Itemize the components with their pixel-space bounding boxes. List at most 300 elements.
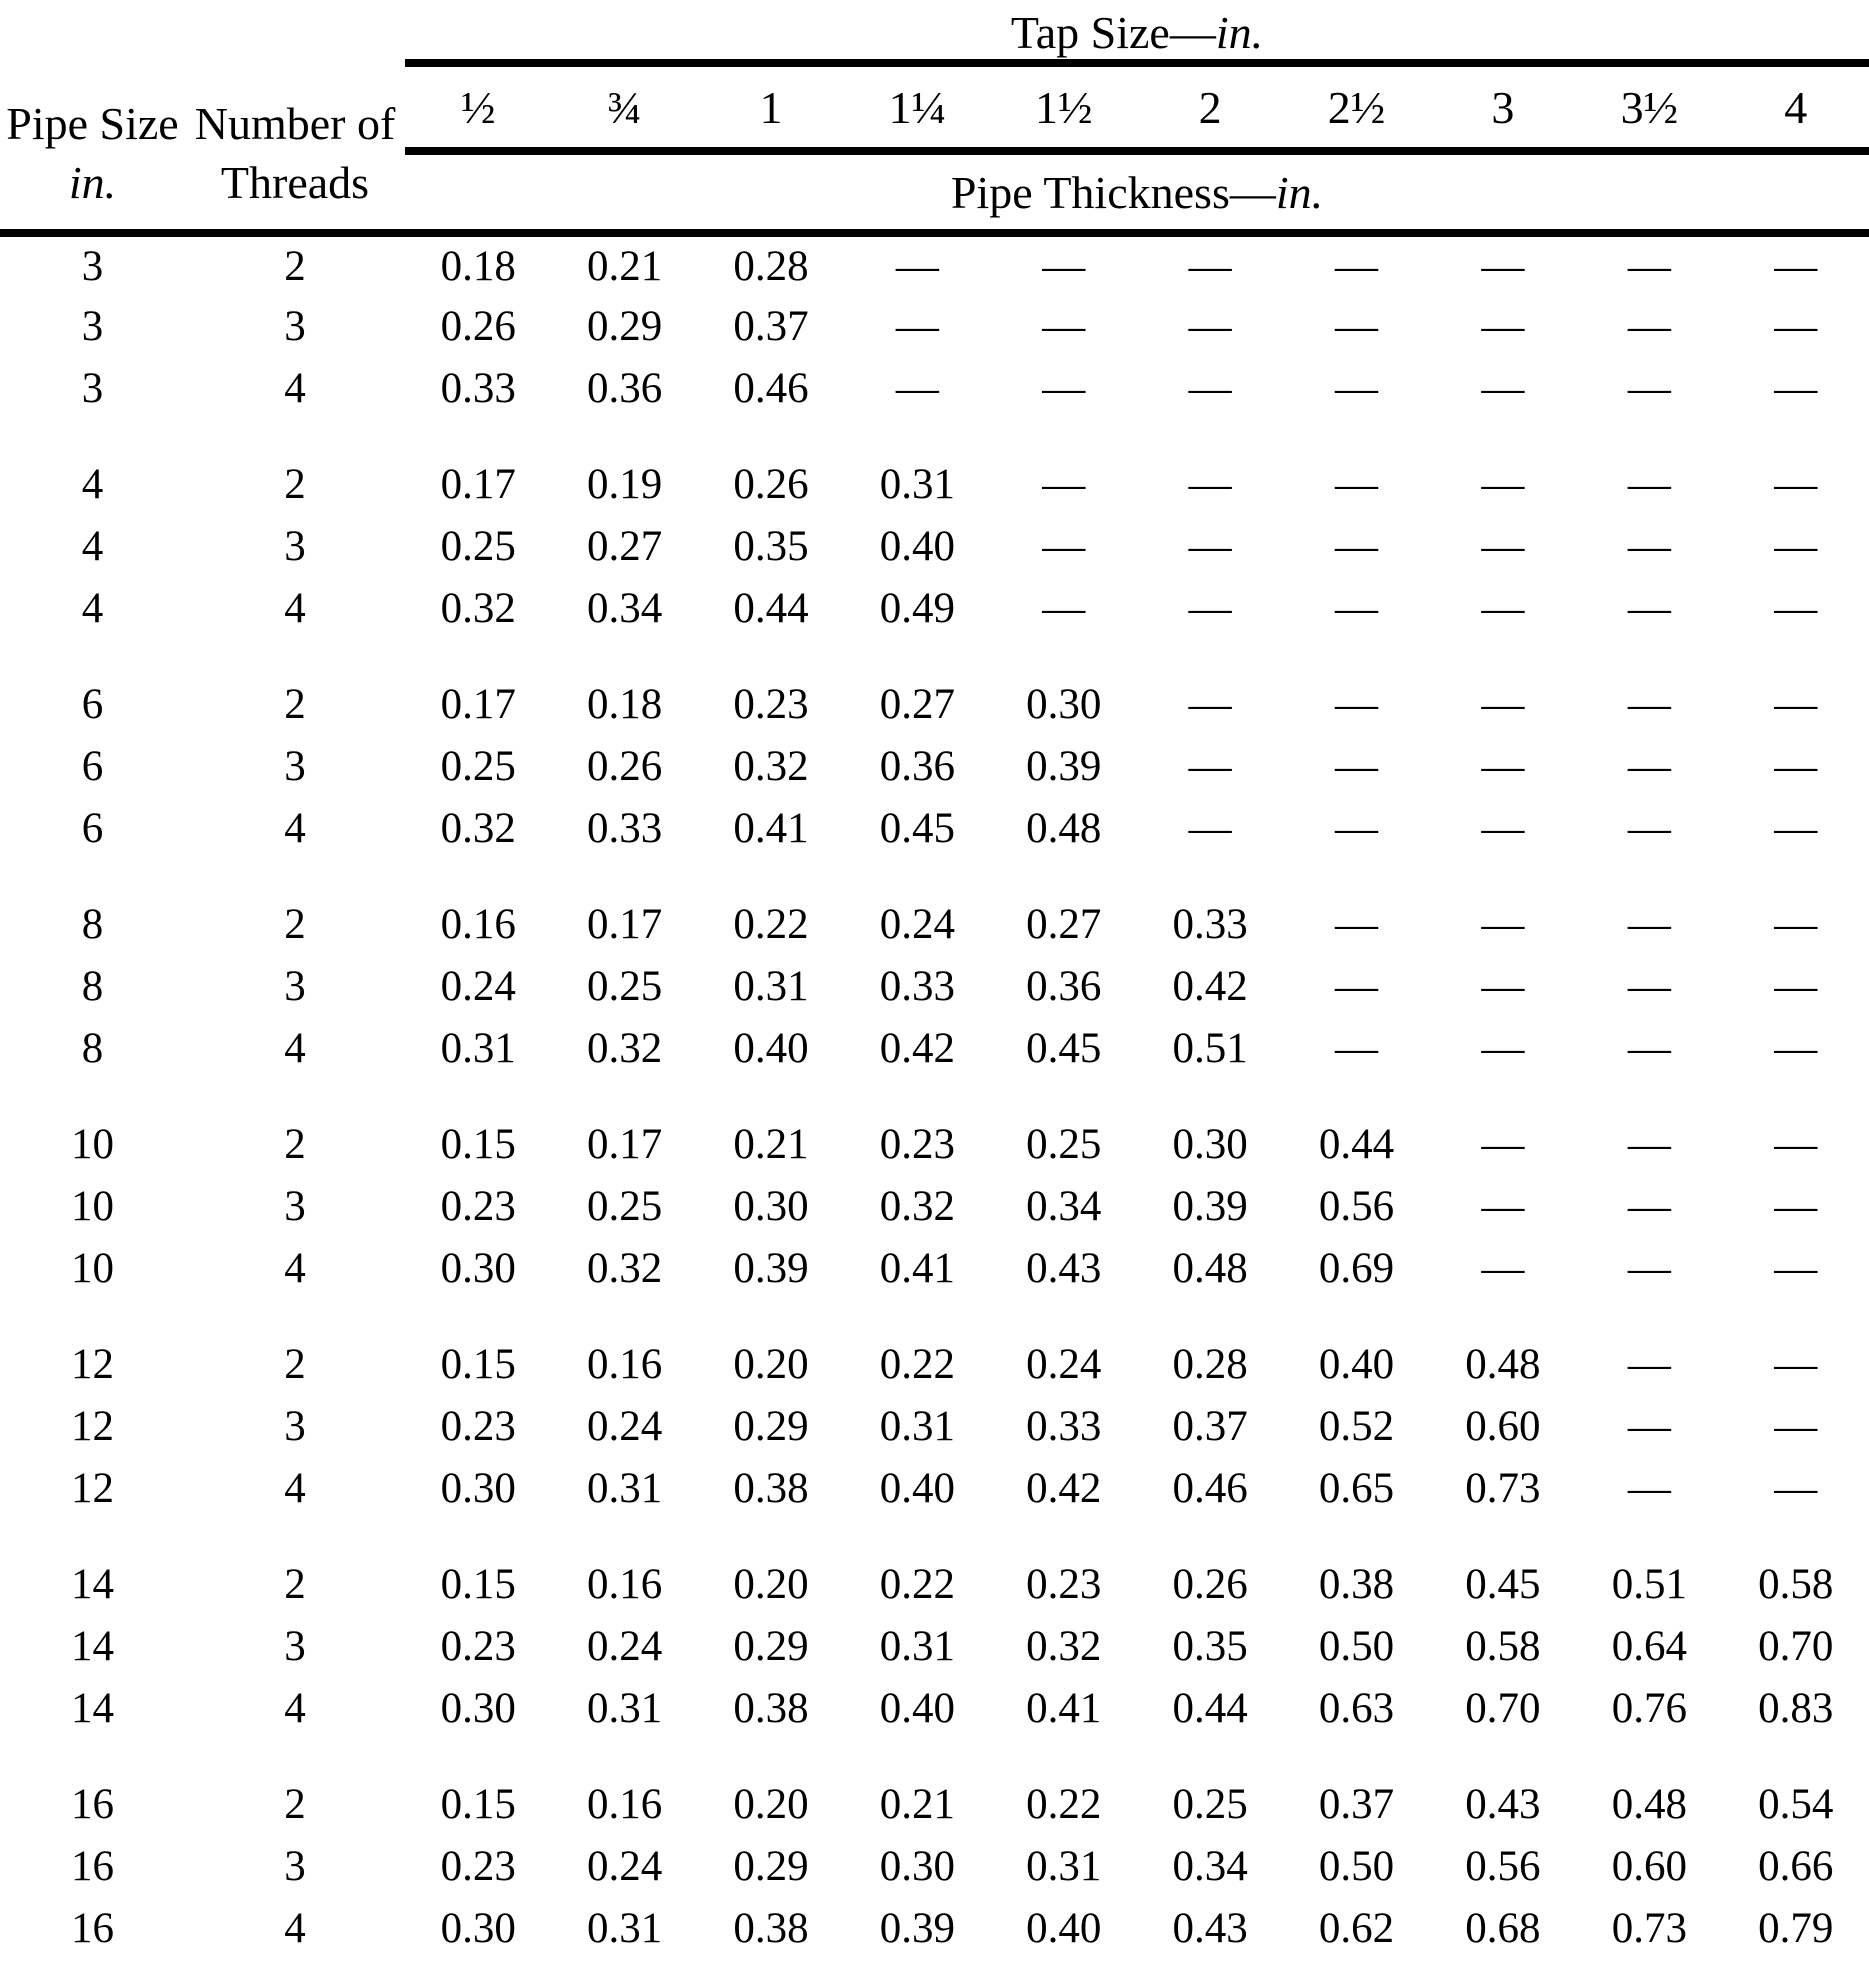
thickness-value-cell: 0.21 xyxy=(733,1120,809,1168)
pipe-size-cell: 4 xyxy=(81,584,104,632)
group-spacer xyxy=(0,419,1869,453)
pipe-thickness-header-unit: in. xyxy=(1275,166,1324,218)
table-row xyxy=(0,735,1869,797)
thickness-value-cell: 0.31 xyxy=(586,1904,663,1952)
thickness-value-cell: 0.24 xyxy=(586,1402,663,1450)
thickness-value-cell: 0.24 xyxy=(440,962,516,1010)
thickness-value-cell: 0.16 xyxy=(586,1560,663,1608)
no-value-dash: — xyxy=(1774,680,1818,728)
table-row xyxy=(0,1677,1869,1739)
thickness-value-cell: 0.27 xyxy=(1026,900,1102,948)
pipe-size-cell: 4 xyxy=(81,460,104,508)
table-row xyxy=(0,577,1869,639)
no-value-dash: — xyxy=(1481,742,1525,790)
thickness-value-cell: 0.38 xyxy=(733,1904,809,1952)
thickness-value-cell: 0.73 xyxy=(1465,1464,1541,1512)
no-value-dash: — xyxy=(1627,1340,1671,1388)
thickness-value-cell: 0.25 xyxy=(1026,1120,1102,1168)
thickness-value-cell: 0.56 xyxy=(1318,1182,1395,1230)
thickness-value-cell: 0.18 xyxy=(586,680,663,728)
threads-cell: 4 xyxy=(284,1464,306,1512)
thickness-value-cell: 0.33 xyxy=(1172,900,1248,948)
tap-size-header xyxy=(405,0,1869,63)
threads-cell: 2 xyxy=(284,242,306,290)
thickness-value-cell: 0.31 xyxy=(1026,1842,1102,1890)
tap-size-col-header: 3 xyxy=(1430,63,1576,151)
thickness-value-cell: 0.38 xyxy=(1318,1560,1395,1608)
pipe-size-cell: 6 xyxy=(81,680,104,728)
tap-size-col-header: 3½ xyxy=(1576,63,1722,151)
no-value-dash: — xyxy=(1627,1182,1671,1230)
thickness-value-cell: 0.26 xyxy=(440,302,516,350)
no-value-dash: — xyxy=(1627,1464,1671,1512)
tap-size-col-header: 1 xyxy=(698,63,844,151)
thickness-value-cell: 0.48 xyxy=(1172,1244,1248,1292)
thickness-value-cell: 0.39 xyxy=(1026,742,1102,790)
no-value-dash: — xyxy=(1481,460,1525,508)
thickness-value-cell: 0.33 xyxy=(1026,1402,1102,1450)
no-value-dash: — xyxy=(1481,522,1525,570)
thickness-value-cell: 0.45 xyxy=(879,804,955,852)
thickness-value-cell: 0.17 xyxy=(586,1120,663,1168)
thickness-value-cell: 0.30 xyxy=(879,1842,955,1890)
no-value-dash: — xyxy=(1188,460,1232,508)
table-row xyxy=(0,453,1869,515)
thickness-value-cell: 0.22 xyxy=(1026,1780,1102,1828)
no-value-dash: — xyxy=(1627,900,1671,948)
thickness-value-cell: 0.30 xyxy=(1172,1120,1248,1168)
thickness-value-cell: 0.34 xyxy=(586,584,663,632)
threads-cell: 3 xyxy=(284,1842,306,1890)
threads-col-header xyxy=(185,0,405,233)
no-value-dash: — xyxy=(1335,1024,1379,1072)
no-value-dash: — xyxy=(1774,1120,1818,1168)
table-row xyxy=(0,955,1869,1017)
threads-cell: 3 xyxy=(284,302,306,350)
no-value-dash: — xyxy=(1627,1120,1671,1168)
table-row xyxy=(0,1897,1869,1959)
threads-cell: 3 xyxy=(284,962,306,1010)
pipe-size-cell: 6 xyxy=(81,742,104,790)
thickness-value-cell: 0.40 xyxy=(879,522,955,570)
thickness-value-cell: 0.23 xyxy=(1026,1560,1102,1608)
thickness-value-cell: 0.24 xyxy=(586,1622,663,1670)
pipe-size-cell: 4 xyxy=(81,522,104,570)
no-value-dash: — xyxy=(1774,1182,1818,1230)
no-value-dash: — xyxy=(1188,804,1232,852)
table-row xyxy=(0,893,1869,955)
no-value-dash: — xyxy=(1335,522,1379,570)
pipe-size-cell: 10 xyxy=(71,1182,114,1230)
group-spacer-row xyxy=(0,859,1869,893)
pipe-size-cell: 12 xyxy=(71,1464,114,1512)
group-spacer xyxy=(0,639,1869,673)
no-value-dash: — xyxy=(1188,680,1232,728)
thickness-value-cell: 0.44 xyxy=(733,584,809,632)
threads-cell: 4 xyxy=(284,584,306,632)
tap-size-col-header: 1½ xyxy=(991,63,1137,151)
thickness-value-cell: 0.48 xyxy=(1465,1340,1541,1388)
threads-cell: 2 xyxy=(284,1340,306,1388)
table-row xyxy=(0,1773,1869,1835)
thickness-value-cell: 0.65 xyxy=(1318,1464,1395,1512)
no-value-dash: — xyxy=(1481,680,1525,728)
thickness-value-cell: 0.68 xyxy=(1465,1904,1541,1952)
table-header xyxy=(0,0,1869,233)
no-value-dash: — xyxy=(1774,242,1818,290)
thickness-value-cell: 0.31 xyxy=(586,1464,663,1512)
threads-cell: 3 xyxy=(284,522,306,570)
pipe-thickness-header-text: Pipe Thickness xyxy=(950,166,1230,218)
thickness-value-cell: 0.58 xyxy=(1758,1560,1834,1608)
no-value-dash: — xyxy=(1042,522,1086,570)
no-value-dash: — xyxy=(1774,1464,1818,1512)
thickness-value-cell: 0.62 xyxy=(1318,1904,1395,1952)
thickness-value-cell: 0.30 xyxy=(440,1904,516,1952)
thickness-value-cell: 0.50 xyxy=(1318,1842,1395,1890)
no-value-dash: — xyxy=(1627,460,1671,508)
pipe-size-col-header xyxy=(0,0,185,233)
thickness-value-cell: 0.23 xyxy=(440,1402,516,1450)
no-value-dash: — xyxy=(1627,242,1671,290)
no-value-dash: — xyxy=(1627,302,1671,350)
pipe-size-cell: 8 xyxy=(81,962,104,1010)
thickness-value-cell: 0.39 xyxy=(879,1904,955,1952)
thickness-value-cell: 0.35 xyxy=(733,522,809,570)
pipe-size-cell: 12 xyxy=(71,1402,114,1450)
thickness-value-cell: 0.73 xyxy=(1611,1904,1687,1952)
thickness-value-cell: 0.54 xyxy=(1758,1780,1834,1828)
thickness-value-cell: 0.36 xyxy=(1026,962,1102,1010)
thickness-value-cell: 0.37 xyxy=(733,302,809,350)
no-value-dash: — xyxy=(1188,742,1232,790)
pipe-size-cell: 16 xyxy=(71,1842,114,1890)
thickness-value-cell: 0.17 xyxy=(440,460,516,508)
threads-cell: 4 xyxy=(284,1024,306,1072)
no-value-dash: — xyxy=(895,364,939,412)
thickness-value-cell: 0.16 xyxy=(586,1780,663,1828)
thickness-value-cell: 0.38 xyxy=(733,1684,809,1732)
thickness-value-cell: 0.20 xyxy=(733,1780,809,1828)
thickness-value-cell: 0.43 xyxy=(1172,1904,1248,1952)
thickness-value-cell: 0.34 xyxy=(1172,1842,1248,1890)
group-spacer-row xyxy=(0,1299,1869,1333)
thickness-value-cell: 0.33 xyxy=(586,804,663,852)
threads-cell: 3 xyxy=(284,742,306,790)
group-spacer xyxy=(0,859,1869,893)
no-value-dash: — xyxy=(1188,364,1232,412)
pipe-size-cell: 12 xyxy=(71,1340,114,1388)
group-spacer xyxy=(0,1739,1869,1773)
thickness-value-cell: 0.42 xyxy=(879,1024,955,1072)
table-row xyxy=(0,1835,1869,1897)
no-value-dash: — xyxy=(1481,804,1525,852)
thickness-value-cell: 0.48 xyxy=(1611,1780,1687,1828)
threads-cell: 2 xyxy=(284,1780,306,1828)
pipe-size-cell: 3 xyxy=(81,242,104,290)
group-spacer-row xyxy=(0,1079,1869,1113)
thickness-value-cell: 0.28 xyxy=(733,242,809,290)
no-value-dash: — xyxy=(1627,680,1671,728)
pipe-size-cell: 8 xyxy=(81,900,104,948)
no-value-dash: — xyxy=(1188,242,1232,290)
thickness-value-cell: 0.21 xyxy=(586,242,663,290)
pipe-size-cell: 14 xyxy=(71,1560,114,1608)
threads-header-line1: Number of xyxy=(194,98,396,150)
thickness-value-cell: 0.27 xyxy=(586,522,663,570)
threads-cell: 3 xyxy=(284,1182,306,1230)
thickness-value-cell: 0.36 xyxy=(879,742,955,790)
thickness-value-cell: 0.33 xyxy=(440,364,516,412)
thickness-value-cell: 0.17 xyxy=(440,680,516,728)
no-value-dash: — xyxy=(1627,1024,1671,1072)
group-spacer-row xyxy=(0,639,1869,673)
tap-size-col-header: 2 xyxy=(1137,63,1283,151)
no-value-dash: — xyxy=(1481,1024,1525,1072)
threads-cell: 2 xyxy=(284,680,306,728)
thickness-value-cell: 0.35 xyxy=(1172,1622,1248,1670)
thickness-value-cell: 0.46 xyxy=(733,364,809,412)
no-value-dash: — xyxy=(1774,1340,1818,1388)
thickness-value-cell: 0.25 xyxy=(586,962,663,1010)
no-value-dash: — xyxy=(1774,1402,1818,1450)
thickness-value-cell: 0.37 xyxy=(1318,1780,1395,1828)
thickness-value-cell: 0.30 xyxy=(440,1464,516,1512)
thickness-value-cell: 0.23 xyxy=(440,1182,516,1230)
thickness-value-cell: 0.29 xyxy=(586,302,663,350)
no-value-dash: — xyxy=(1774,302,1818,350)
threads-cell: 2 xyxy=(284,460,306,508)
thickness-value-cell: 0.23 xyxy=(733,680,809,728)
thickness-value-cell: 0.32 xyxy=(586,1244,663,1292)
pipe-size-cell: 16 xyxy=(71,1904,114,1952)
thickness-value-cell: 0.19 xyxy=(586,460,663,508)
no-value-dash: — xyxy=(1774,900,1818,948)
no-value-dash: — xyxy=(1481,242,1525,290)
pipe-size-cell: 14 xyxy=(71,1684,114,1732)
thickness-value-cell: 0.22 xyxy=(879,1560,955,1608)
tap-size-header-dash: — xyxy=(1169,7,1216,58)
thickness-value-cell: 0.66 xyxy=(1758,1842,1834,1890)
no-value-dash: — xyxy=(1627,1402,1671,1450)
tap-size-col-header: ½ xyxy=(405,63,551,151)
table-row xyxy=(0,357,1869,419)
threads-cell: 4 xyxy=(284,364,306,412)
thickness-value-cell: 0.15 xyxy=(440,1780,516,1828)
no-value-dash: — xyxy=(1774,742,1818,790)
thickness-value-cell: 0.24 xyxy=(1026,1340,1102,1388)
no-value-dash: — xyxy=(1481,1182,1525,1230)
table-body xyxy=(0,233,1869,1959)
thickness-value-cell: 0.64 xyxy=(1611,1622,1687,1670)
table-row xyxy=(0,233,1869,295)
thickness-value-cell: 0.51 xyxy=(1172,1024,1248,1072)
thickness-value-cell: 0.30 xyxy=(440,1684,516,1732)
no-value-dash: — xyxy=(1188,584,1232,632)
no-value-dash: — xyxy=(1335,364,1379,412)
thickness-value-cell: 0.41 xyxy=(733,804,809,852)
no-value-dash: — xyxy=(895,242,939,290)
tap-size-header-unit: in. xyxy=(1215,7,1264,58)
pipe-size-header-unit: in. xyxy=(68,157,117,209)
thickness-value-cell: 0.63 xyxy=(1318,1684,1395,1732)
no-value-dash: — xyxy=(1335,584,1379,632)
tap-size-title-row xyxy=(0,0,1869,63)
table-row xyxy=(0,1395,1869,1457)
thickness-value-cell: 0.76 xyxy=(1611,1684,1687,1732)
thickness-value-cell: 0.40 xyxy=(1026,1904,1102,1952)
no-value-dash: — xyxy=(1335,460,1379,508)
thickness-value-cell: 0.58 xyxy=(1465,1622,1541,1670)
thickness-value-cell: 0.31 xyxy=(879,1402,955,1450)
thickness-value-cell: 0.56 xyxy=(1465,1842,1541,1890)
thickness-value-cell: 0.26 xyxy=(1172,1560,1248,1608)
thickness-value-cell: 0.32 xyxy=(586,1024,663,1072)
thickness-value-cell: 0.60 xyxy=(1611,1842,1687,1890)
thickness-value-cell: 0.51 xyxy=(1611,1560,1687,1608)
group-spacer-row xyxy=(0,1519,1869,1553)
no-value-dash: — xyxy=(1042,302,1086,350)
thickness-value-cell: 0.26 xyxy=(733,460,809,508)
no-value-dash: — xyxy=(1481,962,1525,1010)
table-row xyxy=(0,1237,1869,1299)
no-value-dash: — xyxy=(895,302,939,350)
thickness-value-cell: 0.22 xyxy=(733,900,809,948)
thickness-value-cell: 0.15 xyxy=(440,1560,516,1608)
thickness-value-cell: 0.30 xyxy=(1026,680,1102,728)
thickness-value-cell: 0.16 xyxy=(586,1340,663,1388)
no-value-dash: — xyxy=(1774,364,1818,412)
thickness-value-cell: 0.34 xyxy=(1026,1182,1102,1230)
threads-cell: 4 xyxy=(284,1684,306,1732)
group-spacer xyxy=(0,1519,1869,1553)
thickness-value-cell: 0.17 xyxy=(586,900,663,948)
no-value-dash: — xyxy=(1481,302,1525,350)
thickness-value-cell: 0.29 xyxy=(733,1622,809,1670)
thickness-value-cell: 0.26 xyxy=(586,742,663,790)
thickness-value-cell: 0.50 xyxy=(1318,1622,1395,1670)
no-value-dash: — xyxy=(1188,302,1232,350)
no-value-dash: — xyxy=(1042,242,1086,290)
no-value-dash: — xyxy=(1774,522,1818,570)
no-value-dash: — xyxy=(1042,584,1086,632)
thickness-value-cell: 0.79 xyxy=(1758,1904,1834,1952)
thickness-value-cell: 0.23 xyxy=(440,1622,516,1670)
thickness-value-cell: 0.43 xyxy=(1026,1244,1102,1292)
no-value-dash: — xyxy=(1335,900,1379,948)
tap-size-col-header: ¾ xyxy=(551,63,697,151)
thickness-value-cell: 0.33 xyxy=(879,962,955,1010)
pipe-size-cell: 10 xyxy=(71,1120,114,1168)
no-value-dash: — xyxy=(1774,1244,1818,1292)
no-value-dash: — xyxy=(1627,522,1671,570)
thickness-value-cell: 0.22 xyxy=(879,1340,955,1388)
tap-size-col-header: 2½ xyxy=(1283,63,1429,151)
threads-cell: 2 xyxy=(284,1560,306,1608)
thickness-value-cell: 0.25 xyxy=(440,742,516,790)
pipe-size-cell: 14 xyxy=(71,1622,114,1670)
no-value-dash: — xyxy=(1335,302,1379,350)
no-value-dash: — xyxy=(1335,680,1379,728)
thickness-value-cell: 0.69 xyxy=(1318,1244,1395,1292)
tap-size-col-header: 1¼ xyxy=(844,63,990,151)
thickness-value-cell: 0.20 xyxy=(733,1340,809,1388)
no-value-dash: — xyxy=(1042,364,1086,412)
table-row xyxy=(0,515,1869,577)
no-value-dash: — xyxy=(1627,962,1671,1010)
thickness-value-cell: 0.37 xyxy=(1172,1402,1248,1450)
group-spacer-row xyxy=(0,419,1869,453)
pipe-size-cell: 16 xyxy=(71,1780,114,1828)
thickness-value-cell: 0.60 xyxy=(1465,1402,1541,1450)
table-row xyxy=(0,673,1869,735)
threads-cell: 4 xyxy=(284,804,306,852)
no-value-dash: — xyxy=(1042,460,1086,508)
thickness-value-cell: 0.24 xyxy=(586,1842,663,1890)
thickness-value-cell: 0.31 xyxy=(733,962,809,1010)
threads-cell: 3 xyxy=(284,1402,306,1450)
thickness-value-cell: 0.40 xyxy=(733,1024,809,1072)
no-value-dash: — xyxy=(1481,1120,1525,1168)
no-value-dash: — xyxy=(1481,584,1525,632)
thickness-value-cell: 0.31 xyxy=(879,460,955,508)
no-value-dash: — xyxy=(1627,364,1671,412)
tap-size-col-header: 4 xyxy=(1723,63,1869,151)
thickness-value-cell: 0.44 xyxy=(1318,1120,1395,1168)
pipe-size-header-label: Pipe Size xyxy=(6,98,179,150)
no-value-dash: — xyxy=(1774,584,1818,632)
threads-cell: 2 xyxy=(284,1120,306,1168)
thickness-value-cell: 0.30 xyxy=(440,1244,516,1292)
thickness-value-cell: 0.46 xyxy=(1172,1464,1248,1512)
thickness-value-cell: 0.48 xyxy=(1026,804,1102,852)
table-row xyxy=(0,1615,1869,1677)
group-spacer-row xyxy=(0,1739,1869,1773)
threads-header-line2: Threads xyxy=(220,157,370,209)
thickness-value-cell: 0.15 xyxy=(440,1340,516,1388)
table-row xyxy=(0,1333,1869,1395)
threads-cell: 4 xyxy=(284,1904,306,1952)
thickness-value-cell: 0.21 xyxy=(879,1780,955,1828)
no-value-dash: — xyxy=(1627,1244,1671,1292)
thickness-value-cell: 0.15 xyxy=(440,1120,516,1168)
no-value-dash: — xyxy=(1188,522,1232,570)
thickness-value-cell: 0.32 xyxy=(733,742,809,790)
thickness-value-cell: 0.49 xyxy=(879,584,955,632)
thickness-value-cell: 0.38 xyxy=(733,1464,809,1512)
thickness-value-cell: 0.25 xyxy=(440,522,516,570)
thickness-value-cell: 0.32 xyxy=(440,804,516,852)
thickness-value-cell: 0.32 xyxy=(879,1182,955,1230)
no-value-dash: — xyxy=(1627,584,1671,632)
thickness-value-cell: 0.32 xyxy=(1026,1622,1102,1670)
table-row xyxy=(0,797,1869,859)
thickness-value-cell: 0.32 xyxy=(440,584,516,632)
threads-cell: 4 xyxy=(284,1244,306,1292)
pipe-thickness-header-dash: — xyxy=(1229,166,1276,218)
no-value-dash: — xyxy=(1335,242,1379,290)
no-value-dash: — xyxy=(1627,804,1671,852)
pipe-size-cell: 6 xyxy=(81,804,104,852)
thickness-value-cell: 0.39 xyxy=(1172,1182,1248,1230)
thickness-value-cell: 0.43 xyxy=(1465,1780,1541,1828)
thickness-value-cell: 0.31 xyxy=(879,1622,955,1670)
table-row xyxy=(0,1457,1869,1519)
thickness-value-cell: 0.23 xyxy=(879,1120,955,1168)
group-spacer xyxy=(0,1079,1869,1113)
thickness-value-cell: 0.40 xyxy=(879,1464,955,1512)
thickness-value-cell: 0.28 xyxy=(1172,1340,1248,1388)
